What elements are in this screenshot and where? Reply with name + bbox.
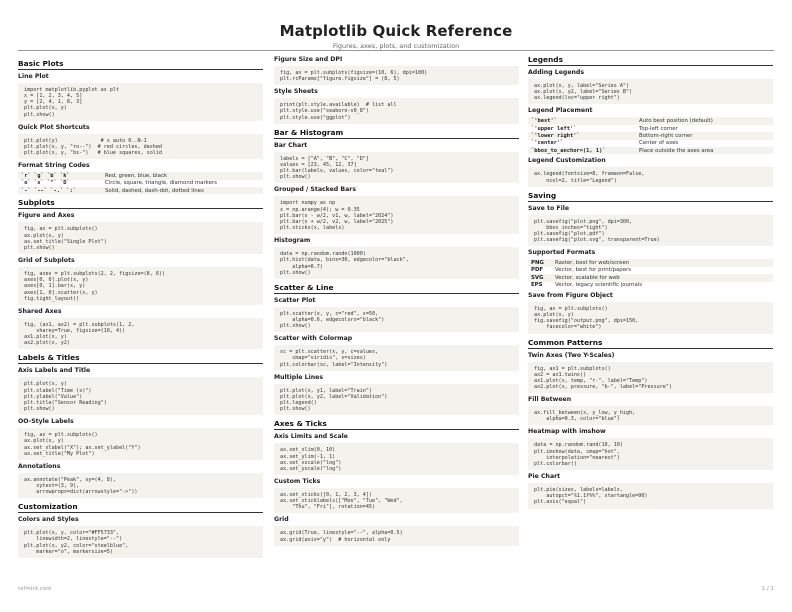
section-title: Saving xyxy=(528,191,773,202)
section-legends xyxy=(528,55,773,187)
table-key: PNG xyxy=(528,259,552,266)
table-row xyxy=(18,172,263,179)
table-value: Top-left corner xyxy=(639,125,678,132)
column-2 xyxy=(274,55,519,549)
subsection-title: Histogram xyxy=(274,237,311,245)
column-1 xyxy=(18,55,263,561)
section-saving xyxy=(528,191,773,334)
subsection-title: Annotations xyxy=(18,462,61,470)
code-block: labels = ["A", "B", "C", "D"] values = [23, 45, 12, 37] plt.bar(labels, values, color="teal") plt.show() xyxy=(274,152,519,184)
code-block: fig, (ax1, ax2) = plt.subplots(1, 2, sharey=True, figsize=(10, 4)) ax1.plot(x, y) ax2.plot(x, y2) xyxy=(18,318,263,350)
page-header xyxy=(0,0,792,50)
code-block: import matplotlib.pyplot as plt x = [1, 2, 3, 4, 5] y = [2, 4, 1, 8, 3] plt.plot(x, y) plt.show() xyxy=(18,83,263,121)
table-row xyxy=(18,180,263,187)
code-block: ax.fill_between(x, y_low, y_high, alpha=0.3, color="blue") xyxy=(528,406,773,425)
code-block: import numpy as np x = np.arange(4); w = 0.35 plt.bar(x - w/2, v1, w, label="2024") plt.bar(x + w/2, v2, w, label="2025") plt.xticks(x, labels) xyxy=(274,196,519,234)
table-value: Auto best position (default) xyxy=(636,117,773,124)
table-value: Solid, dashed, dash-dot, dotted lines xyxy=(102,187,263,194)
subsection-title: Adding Legends xyxy=(528,69,585,76)
section-labels-titles xyxy=(18,353,263,498)
code-block: print(plt.style.available) # list all plt.style.use("seaborn-v0_8") plt.style.use("ggplot") xyxy=(274,98,519,123)
code-block: plt.savefig("plot.png", dpi=300, bbox_inches="tight") plt.savefig("plot.pdf") plt.savefig("plot.svg", transparent=True) xyxy=(528,215,773,247)
table-key: `r` `g` `b` `k` xyxy=(18,172,102,179)
subsection-title: Colors and Styles xyxy=(18,516,79,524)
subsection-title: Line Plot xyxy=(18,73,49,80)
code-block: ax.legend(fontsize=8, frameon=False, ncol=2, title="Legend") xyxy=(528,167,773,186)
code-block: data = np.random.rand(10, 10) plt.imshow(data, cmap="hot", interpolation="nearest") plt.colorbar() xyxy=(528,438,773,470)
table-key: `'lower right'` xyxy=(528,132,636,139)
subsection-title: Shared Axes xyxy=(18,307,62,315)
section-axes-ticks xyxy=(274,419,519,545)
table-row xyxy=(528,274,773,281)
section-bar-histogram xyxy=(274,128,519,279)
code-block: fig, ax = plt.subplots(figsize=(10, 6), dpi=100) plt.rcParams["figure.figsize"] = (8, 5) xyxy=(274,66,519,85)
table-key: `bbox_to_anchor=(1, 1)` xyxy=(528,147,636,154)
section-scatter-line xyxy=(274,283,519,416)
code-block: fig, ax1 = plt.subplots() ax2 = ax1.twinx() ax1.plot(x, temp, "r-", label="Temp") ax2.plot(x, pressure, "b-", label="Pressure") xyxy=(528,362,773,394)
table-row xyxy=(528,125,773,132)
section-title: Common Patterns xyxy=(528,338,773,349)
section-figure-size xyxy=(274,56,519,124)
section-title: Bar & Histogram xyxy=(274,128,519,139)
subsection-title: Pie Chart xyxy=(528,473,561,481)
subsection-title: Scatter with Colormap xyxy=(274,335,353,343)
code-block: ax.set_xlim(0, 10) ax.set_ylim(-1, 1) ax.set_xscale("log") ax.set_yscale("log") xyxy=(274,443,519,475)
subsection-title: Supported Formats xyxy=(528,249,596,257)
section-title: Axes & Ticks xyxy=(274,419,519,430)
table-key: EPS xyxy=(531,282,543,289)
table-value: Red, green, blue, black xyxy=(102,172,263,179)
table-row xyxy=(528,147,773,154)
code-block: fig, axes = plt.subplots(2, 2, figsize=(8, 6)) axes[0, 0].plot(x, y) axes[0, 1].bar(x, y) axes[1, 0].scatter(x, y) fig.tight_layout() xyxy=(18,267,263,305)
subsection-title: Legend Placement xyxy=(528,107,593,115)
code-block: plt.pie(sizes, labels=labels, autopct="%1.1f%%", startangle=90) plt.axis("equal") xyxy=(528,483,773,508)
subsection-title: Axis Limits and Scale xyxy=(274,433,348,441)
table-value: Vector, scalable for web xyxy=(552,274,773,281)
subsection-title: Grouped / Stacked Bars xyxy=(274,186,357,194)
table-row xyxy=(528,132,773,139)
section-title: Customization xyxy=(18,502,263,513)
table-row xyxy=(528,140,773,147)
subsection-title: Fill Between xyxy=(528,396,572,404)
table-value: Bottom-right corner xyxy=(636,132,773,139)
code-block: data = np.random.randn(1000) plt.hist(data, bins=30, edgecolor="black", alpha=0.7) plt.show() xyxy=(274,247,519,279)
code-block: plt.plot(y) # x auto 0..N-1 plt.plot(x, y, "ro--") # red circles, dashed plt.plot(x, y, "bs-") # blue squares, solid xyxy=(18,134,263,159)
table-key: `-` `--` `-.` `:` xyxy=(18,187,102,194)
table-value: Vector, best for print/papers xyxy=(555,267,632,274)
code-block: plt.plot(x, y) plt.xlabel("Time (s)") plt.ylabel("Value") plt.title("Sensor Reading") plt.show() xyxy=(18,377,263,415)
table-key: PDF xyxy=(531,267,544,274)
code-block: fig, ax = plt.subplots() ax.plot(x, y) ax.set_xlabel("X"); ax.set_ylabel("Y") ax.set_title("My Plot") xyxy=(18,428,263,460)
table-row xyxy=(528,282,773,289)
code-block: ax.set_xticks([0, 1, 2, 3, 4]) ax.set_xticklabels(["Mon", "Tue", "Wed", "Thu", "Fri"], rotation=45) xyxy=(274,488,519,513)
subsection-title: Bar Chart xyxy=(274,141,308,149)
code-block: fig, ax = plt.subplots() ax.plot(x, y) fig.savefig("output.png", dpi=150, facecolor="white") xyxy=(528,302,773,334)
section-basic-plots xyxy=(18,59,263,194)
subsection-title: Format String Codes xyxy=(18,162,90,170)
section-title: Legends xyxy=(528,55,773,66)
code-block: sc = plt.scatter(x, y, c=values, cmap="viridis", s=sizes) plt.colorbar(sc, label="Intensity") xyxy=(274,345,519,370)
section-subplots xyxy=(18,198,263,349)
table-value: Vector, legacy scientific journals xyxy=(555,282,643,289)
section-title: Basic Plots xyxy=(18,59,263,70)
header-divider xyxy=(18,50,774,51)
subsection-title: Save to File xyxy=(528,204,570,212)
column-3 xyxy=(528,55,773,512)
table-value: Center of axes xyxy=(639,140,679,147)
code-block: plt.plot(x, y1, label="Train") plt.plot(x, y2, label="Validation") plt.legend() plt.show() xyxy=(274,384,519,416)
subsection-title: Style Sheets xyxy=(274,88,318,96)
subsection-title: Custom Ticks xyxy=(274,478,321,485)
subsection-title: Grid xyxy=(274,516,289,524)
footer-brand: refmint.com xyxy=(18,586,52,592)
format-codes-table xyxy=(18,172,263,194)
subsection-title: Axis Labels and Title xyxy=(18,367,91,375)
legend-placement-table xyxy=(528,117,773,154)
table-key: `'center'` xyxy=(531,140,564,147)
table-value: Place outside the axes area xyxy=(636,147,773,154)
subsection-title: Multiple Lines xyxy=(274,373,324,381)
page-subtitle: Figures, axes, plots, and customization xyxy=(332,42,460,50)
table-row xyxy=(18,187,263,194)
table-key: `'best'` xyxy=(528,117,636,124)
code-block: fig, ax = plt.subplots() ax.plot(x, y) ax.set_title("Single Plot") plt.show() xyxy=(18,222,263,254)
footer-page-number: 1 / 1 xyxy=(761,586,774,592)
table-key: `o` `s` `^` `D` xyxy=(21,180,70,187)
code-block: ax.grid(True, linestyle="--", alpha=0.5) ax.grid(axis="y") # horizontal only xyxy=(274,526,519,545)
subsection-title: Figure and Axes xyxy=(18,212,75,220)
section-customization xyxy=(18,502,263,558)
table-row xyxy=(528,117,773,124)
code-block: ax.annotate("Peak", xy=(4, 8), xytext=(3, 9), arrowprops=dict(arrowstyle="->")) xyxy=(18,473,263,498)
table-key: SVG xyxy=(528,274,552,281)
table-row xyxy=(528,267,773,274)
section-common-patterns xyxy=(528,338,773,509)
page-title: Matplotlib Quick Reference xyxy=(279,22,513,40)
table-value: Circle, square, triangle, diamond markers xyxy=(105,180,217,187)
subsection-title: Scatter Plot xyxy=(274,296,316,304)
code-block: plt.plot(x, y, color="#FF5733", linewidth=2, linestyle="--") plt.plot(x, y2, color="steelblue", marker="o", markersize=5) xyxy=(18,526,263,558)
subsection-title: Grid of Subplots xyxy=(18,257,75,265)
subsection-title: Quick Plot Shortcuts xyxy=(18,123,90,131)
section-title: Labels & Titles xyxy=(18,353,263,364)
subsection-title: OO-Style Labels xyxy=(18,418,74,426)
table-key: `'upper left'` xyxy=(531,125,577,132)
subsection-title: Twin Axes (Two Y-Scales) xyxy=(528,351,615,359)
section-title: Subplots xyxy=(18,198,263,209)
subsection-title: Save from Figure Object xyxy=(528,291,613,299)
table-row xyxy=(528,259,773,266)
table-value: Raster, best for web/screen xyxy=(552,259,773,266)
subsection-title: Heatmap with imshow xyxy=(528,428,606,436)
subsection-title: Legend Customization xyxy=(528,157,606,165)
subsection-title: Figure Size and DPI xyxy=(274,56,343,63)
formats-table xyxy=(528,259,773,289)
code-block: ax.plot(x, y, label="Series A") ax.plot(x, y2, label="Series B") ax.legend(loc="upper right") xyxy=(528,79,773,104)
code-block: plt.scatter(x, y, c="red", s=50, alpha=0.6, edgecolors="black") plt.show() xyxy=(274,307,519,332)
section-title: Scatter & Line xyxy=(274,283,519,294)
